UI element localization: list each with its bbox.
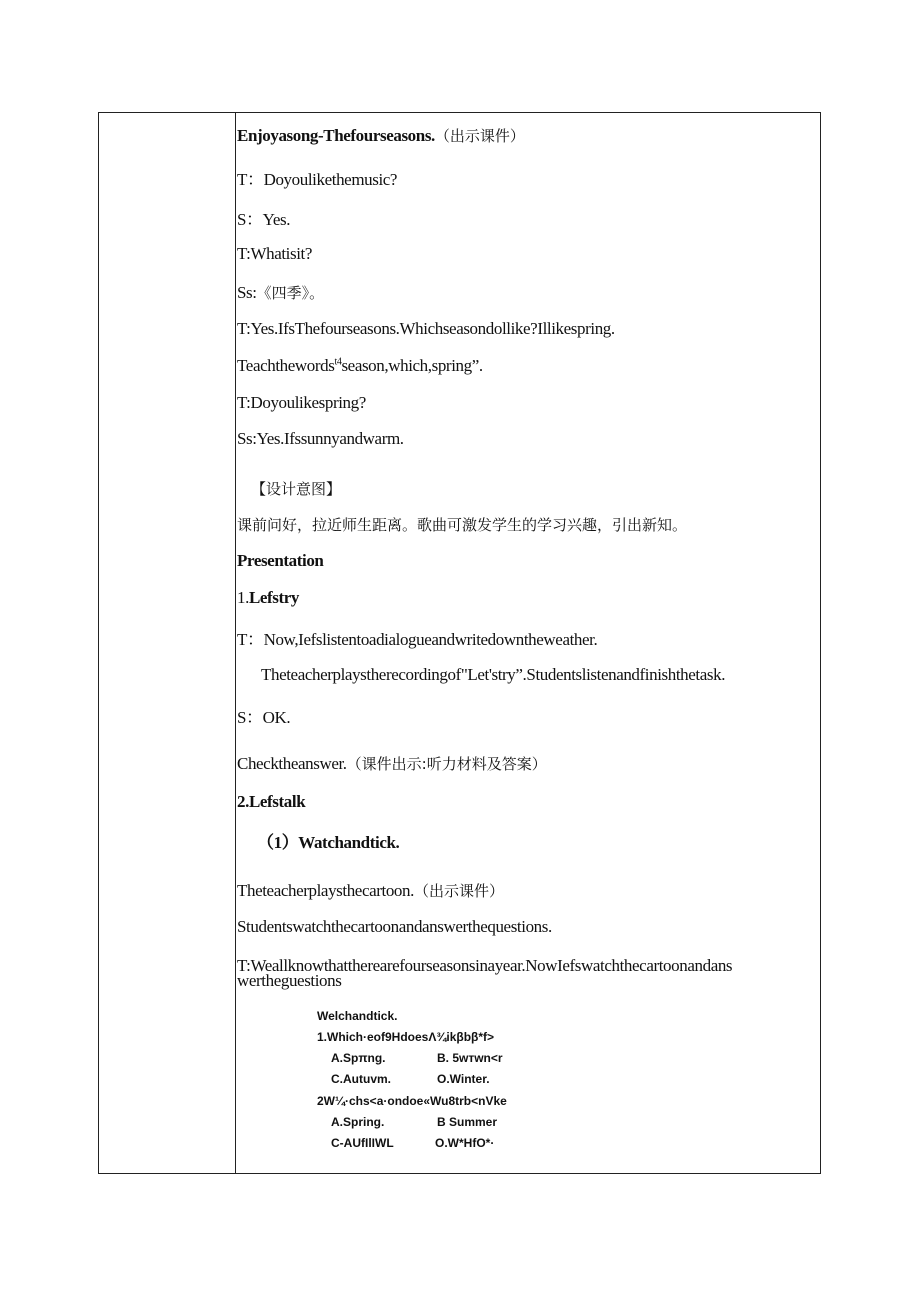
question-2: 2W¼·chs<a·ondoe«Wu8trb<nVke bbox=[317, 1094, 507, 1108]
song-note: （出示课件） bbox=[434, 127, 525, 145]
subsection-number: 1. bbox=[237, 588, 249, 607]
song-title: Enjoyasong-Thefourseasons. bbox=[237, 126, 435, 145]
column-divider bbox=[235, 113, 236, 1173]
design-intent-text: 课前问好，拉近师生距离。歌曲可激发学生的学习兴趣，引出新知。 bbox=[237, 516, 688, 534]
dialogue-line: T:Doyoulikespring? bbox=[237, 393, 366, 412]
option: C-AUfIlIWL bbox=[331, 1136, 394, 1150]
instruction-note: （课件出示:听力材料及答案） bbox=[346, 755, 547, 773]
cut-off-text: wertheguestions bbox=[237, 971, 342, 990]
option: B. 5wтwn<r bbox=[437, 1051, 503, 1065]
dialogue-line: T:Yes.IfsThefourseasons.Whichseasondollike?Illikespring. bbox=[237, 319, 615, 338]
instruction-line bbox=[237, 880, 504, 901]
instruction-text: Teachthewords bbox=[237, 356, 335, 375]
dialogue-line: S：Yes. bbox=[237, 210, 291, 229]
section-heading: Presentation bbox=[237, 551, 324, 570]
activity-heading: （1）Watchandtick. bbox=[257, 833, 400, 852]
dialogue-line: T:Weallknowthattherearefourseasonsinayear.NowIefswatchthecartoonandans bbox=[237, 956, 733, 975]
option: A.Spring. bbox=[331, 1115, 385, 1129]
dialogue-line: T:Whatisit? bbox=[237, 244, 313, 263]
subsection-heading: 2.Lefstalk bbox=[237, 792, 306, 811]
instruction-line bbox=[237, 356, 483, 376]
question-1: 1.Which·eof9HdoesΛ¾ikβbβ*f> bbox=[317, 1030, 495, 1044]
dialogue-line: S：OK. bbox=[237, 708, 291, 727]
lesson-table bbox=[98, 112, 821, 1174]
instruction-line: Theteacherplaystherecordingof"Let'stry”.Studentslistenandfinishthetask. bbox=[261, 665, 726, 684]
superscript-mark: t4 bbox=[334, 356, 342, 368]
option: O.Winter. bbox=[437, 1072, 490, 1086]
dialogue-line: T：Now,Iefslistentoadialogueandwritedowntheweather. bbox=[237, 630, 598, 649]
dialogue-line bbox=[237, 282, 324, 303]
option: B Summer bbox=[437, 1115, 498, 1129]
worksheet-image bbox=[317, 1009, 597, 1159]
option: C.Autuvm. bbox=[331, 1072, 391, 1086]
instruction-text: Theteacherplaysthecartoon. bbox=[237, 881, 414, 900]
dialogue-line: T：Doyoulikethemusic? bbox=[237, 170, 398, 189]
dialogue-line: Ss:Yes.Ifssunnyandwarm. bbox=[237, 429, 404, 448]
instruction-note: （出示课件） bbox=[413, 882, 504, 900]
instruction-line: Studentswatchthecartoonandanswerthequestions. bbox=[237, 917, 552, 936]
design-intent-heading: 【设计意图】 bbox=[251, 480, 342, 498]
speaker: Ss: bbox=[237, 283, 257, 302]
song-name: 《四季》。 bbox=[256, 284, 325, 302]
instruction-words: season,which,spring”. bbox=[341, 356, 483, 375]
worksheet-title: Welchandtick. bbox=[317, 1009, 398, 1023]
instruction-line bbox=[237, 753, 547, 774]
content-cell bbox=[237, 113, 820, 1173]
option: O.W*HfO*· bbox=[435, 1136, 495, 1150]
cut-off-line bbox=[237, 971, 827, 999]
option: A.Spπng. bbox=[331, 1051, 386, 1065]
song-line bbox=[237, 125, 525, 146]
instruction-text: Checktheanswer. bbox=[237, 754, 347, 773]
subsection-title: Lefstry bbox=[248, 588, 300, 607]
subsection-heading bbox=[237, 588, 299, 608]
